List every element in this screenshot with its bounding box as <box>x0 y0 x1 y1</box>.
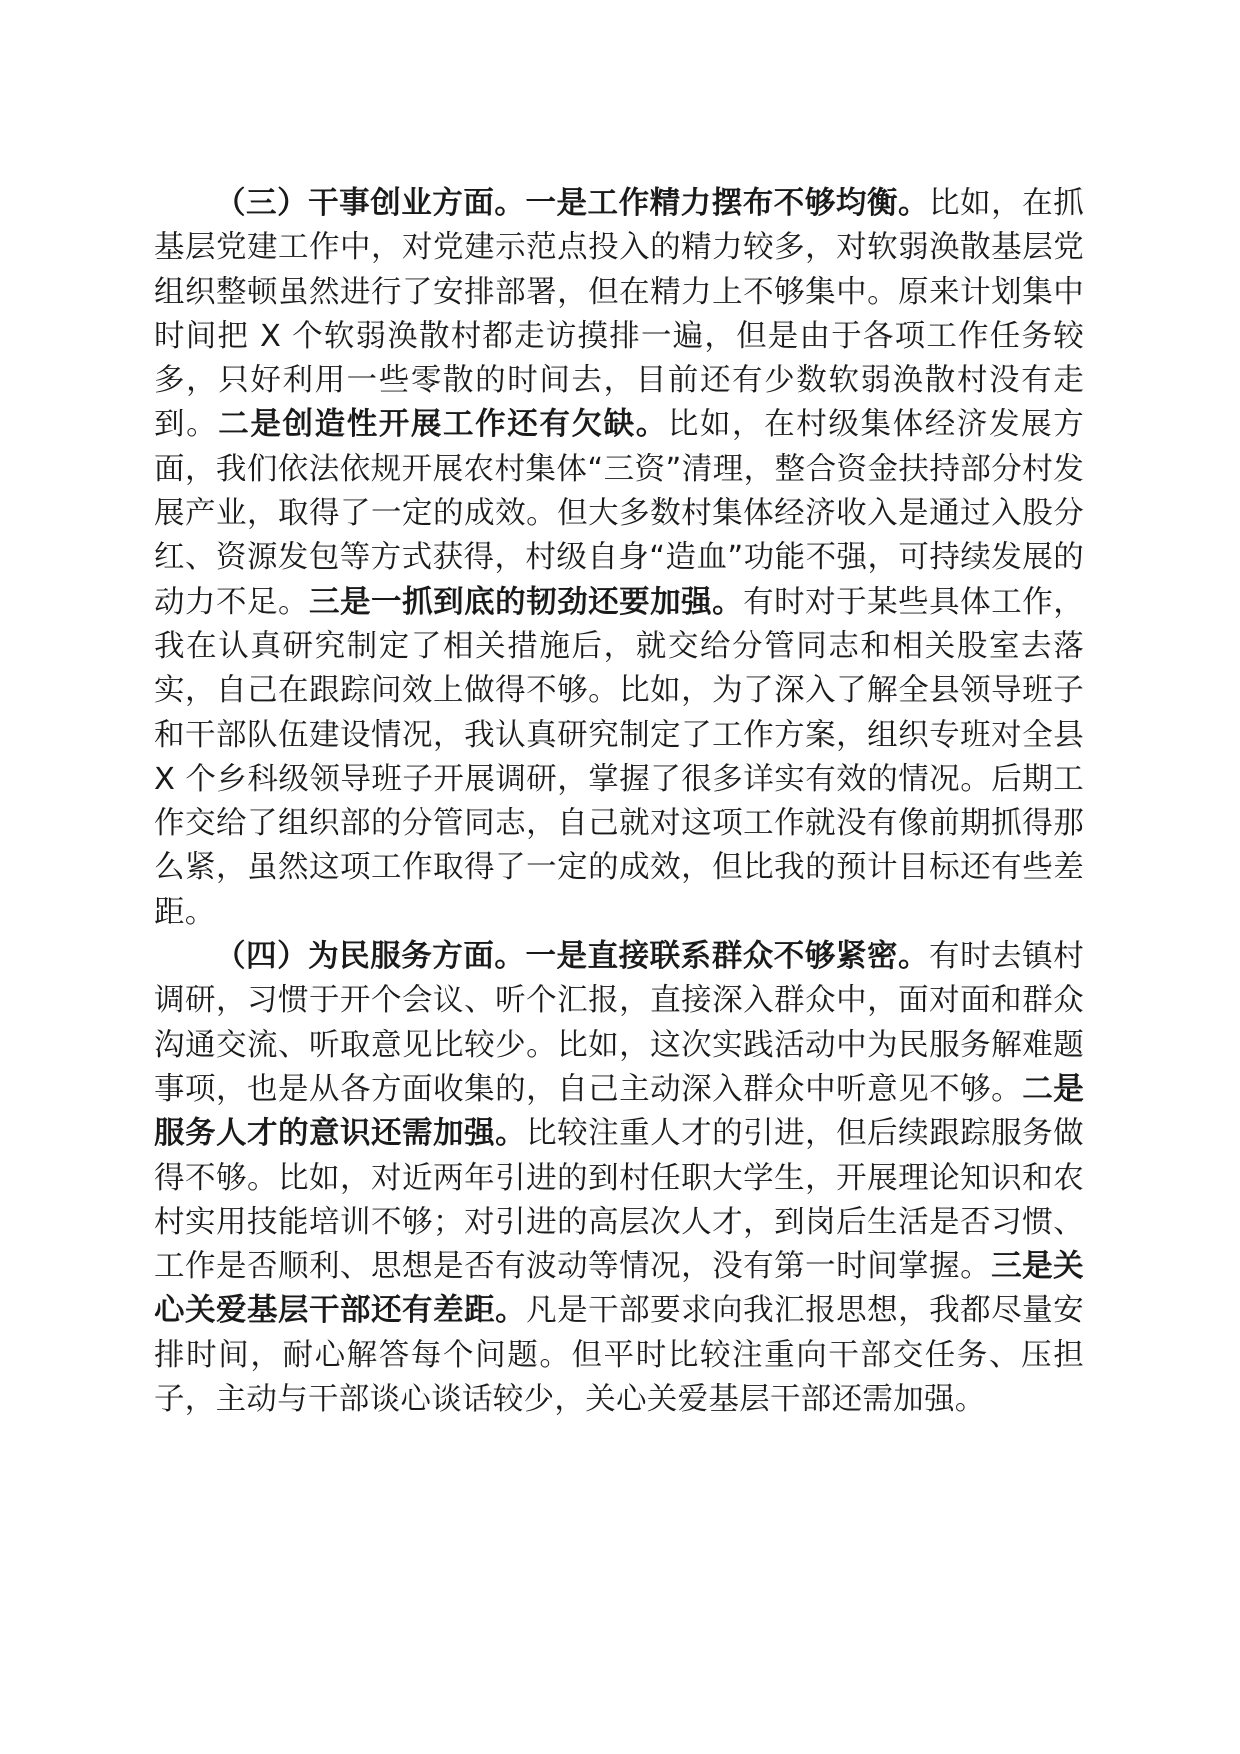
point-heading: 一是直接联系群众不够紧密。 <box>525 939 930 975</box>
section-heading: （三）干事创业方面。 <box>215 186 526 221</box>
paragraph-4 <box>154 935 1084 1422</box>
body-text-span: 比较注重人才的引进，但后续跟踪服务做得不够。比如，对近两年引进的到村任职大学生，开展理论知识和农村实用技能培训不够；对引进的高层次人才，到岗后生活是否习惯、工作是否顺利、思想是否有波动等情况，没有第一时间掌握。 <box>154 1116 1084 1285</box>
point-heading: 三是关心关爱基层干部还有差距。 <box>154 1249 1084 1329</box>
body-text-span: 比如，在村级集体经济发展方面，我们依法依规开展农村集体“三资”清理，整合资金扶持部分村发展产业，取得了一定的成效。但大多数村集体经济收入是通过入股分红、资源发包等方式获得，村级自身“造血”功能不强，可持续发展的动力不足。 <box>154 407 1084 620</box>
document-body <box>154 182 1084 1422</box>
body-text-span: 有时对于某些具体工作，我在认真研究制定了相关措施后，就交给分管同志和相关股室去落实，自己在跟踪问效上做得不够。比如，为了深入了解全县领导班子和干部队伍建设情况，我认真研究制定了工作方案，组织专班对全县 X 个乡科级领导班子开展调研，掌握了很多详实有效的情况。后期工作交给了组织部的分管同志，自己就对这项工作就没有像前期抓得那么紧，虽然这项工作取得了一定的成效，但比我的预计目标还有些差距。 <box>154 584 1085 930</box>
section-heading: （四）为民服务方面。 <box>215 939 526 975</box>
paragraph-3 <box>154 182 1084 935</box>
body-text-span: 凡是干部要求向我汇报思想，我都尽量安排时间，耐心解答每个问题。但平时比较注重向干部交任务、压担子，主动与干部谈心谈话较少，关心关爱基层干部还需加强。 <box>154 1293 1084 1418</box>
body-text-span: 有时去镇村调研，习惯于开个会议、听个汇报，直接深入群众中，面对面和群众沟通交流、听取意见比较少。比如，这次实践活动中为民服务解难题事项，也是从各方面收集的，自己主动深入群众中听意见不够。 <box>154 939 1085 1107</box>
body-text-span: 比如，在抓基层党建工作中，对党建示范点投入的精力较多，对软弱涣散基层党组织整顿虽然进行了安排部署，但在精力上不够集中。原来计划集中时间把 X 个软弱涣散村都走访摸排一遍，但是由于各项工作任务较多，只好利用一些零散的时间去，目前还有少数软弱涣散村没有走到。 <box>154 186 1085 443</box>
point-heading: 一是工作精力摆布不够均衡。 <box>525 186 930 221</box>
point-heading: 三是一抓到底的韧劲还要加强。 <box>309 584 744 620</box>
point-heading: 二是创造性开展工作还有欠缺。 <box>218 407 668 443</box>
point-heading: 二是服务人才的意识还需加强。 <box>154 1071 1084 1152</box>
